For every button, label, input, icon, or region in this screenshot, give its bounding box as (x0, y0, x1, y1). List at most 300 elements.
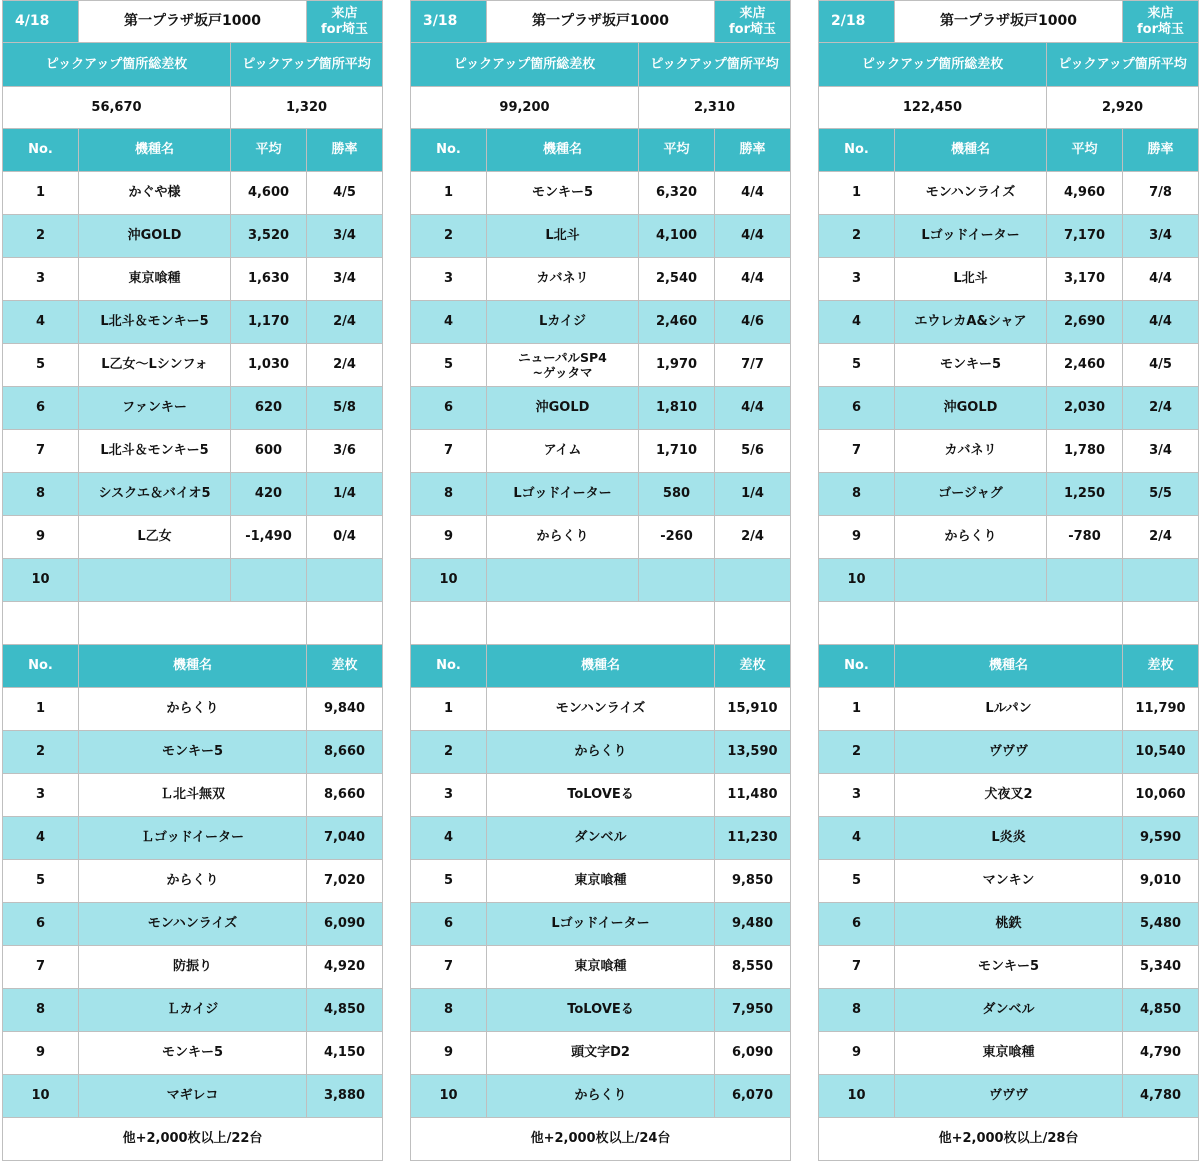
row-win-rate: 3/4 (307, 215, 383, 258)
top-table-header (411, 645, 791, 688)
visit-line-2: for埼玉 (1137, 21, 1184, 37)
row-no: 6 (3, 903, 79, 946)
row-no: 9 (3, 516, 79, 559)
top-table-header (3, 645, 383, 688)
pickup-row (411, 344, 791, 387)
row-diff: 4,150 (307, 1032, 383, 1075)
pickup-row (819, 473, 1199, 516)
row-no: 10 (411, 1075, 487, 1118)
row-avg: 420 (231, 473, 307, 516)
pickup-row (3, 473, 383, 516)
pickup-row (411, 258, 791, 301)
top-row (3, 1075, 383, 1118)
pickup-row (819, 215, 1199, 258)
spacer-cell (715, 602, 791, 645)
row-machine: L北斗 (487, 215, 639, 258)
row-machine: ToLOVEる (487, 774, 715, 817)
row-avg (231, 559, 307, 602)
visit-label (1123, 1, 1199, 43)
row-machine: ゴージャグ (895, 473, 1047, 516)
row-diff: 4,920 (307, 946, 383, 989)
row-machine: Lゴッドイーター (895, 215, 1047, 258)
row-machine: L北斗 (895, 258, 1047, 301)
row-no: 1 (819, 688, 895, 731)
row-win-rate: 4/4 (715, 172, 791, 215)
pickup-row (3, 172, 383, 215)
row-no: 3 (411, 258, 487, 301)
row-avg: 1,250 (1047, 473, 1123, 516)
visit-line-2: for埼玉 (321, 21, 368, 37)
top-row (411, 817, 791, 860)
row-diff: 4,850 (307, 989, 383, 1032)
top-row (3, 903, 383, 946)
pickup-row (411, 559, 791, 602)
visit-label (307, 1, 383, 43)
col-header-avg: 平均 (1047, 129, 1123, 172)
top-row (411, 860, 791, 903)
row-win-rate: 3/4 (1123, 215, 1199, 258)
row-avg: 580 (639, 473, 715, 516)
pickup-header-row (819, 43, 1199, 87)
pickup-row (819, 301, 1199, 344)
row-no: 7 (3, 946, 79, 989)
top-table-header (819, 645, 1199, 688)
top-row (411, 989, 791, 1032)
footer-row (819, 1118, 1199, 1161)
row-no: 2 (3, 215, 79, 258)
spacer-cell (79, 602, 307, 645)
row-no: 1 (411, 172, 487, 215)
row-no: 4 (819, 817, 895, 860)
row-no: 7 (819, 946, 895, 989)
row-win-rate: 1/4 (307, 473, 383, 516)
row-machine: ヴヴヴ (895, 731, 1123, 774)
pickup-total-value: 122,450 (819, 87, 1047, 129)
top-row (411, 731, 791, 774)
row-machine: からくり (487, 516, 639, 559)
row-win-rate (307, 559, 383, 602)
pickup-row (3, 516, 383, 559)
spacer-row (819, 602, 1199, 645)
top-row (3, 688, 383, 731)
row-diff: 10,540 (1123, 731, 1199, 774)
pickup-avg-header: ピックアップ箇所平均 (1047, 43, 1199, 87)
row-machine: Ｌ北斗無双 (79, 774, 307, 817)
row-win-rate: 1/4 (715, 473, 791, 516)
pickup-values-row (3, 87, 383, 129)
top-row (819, 860, 1199, 903)
row-win-rate: 2/4 (715, 516, 791, 559)
row-machine: モンハンライズ (79, 903, 307, 946)
row-diff: 4,780 (1123, 1075, 1199, 1118)
row-no: 10 (411, 559, 487, 602)
row-avg: 7,170 (1047, 215, 1123, 258)
row-machine: 沖GOLD (79, 215, 231, 258)
pickup-row (411, 430, 791, 473)
row-diff: 4,790 (1123, 1032, 1199, 1075)
row-machine: マンキン (895, 860, 1123, 903)
row-no: 1 (819, 172, 895, 215)
row-win-rate: 2/4 (1123, 387, 1199, 430)
row-win-rate: 4/4 (1123, 258, 1199, 301)
row-no: 10 (819, 1075, 895, 1118)
col-header-win-rate: 勝率 (1123, 129, 1199, 172)
row-machine: モンキー5 (79, 1032, 307, 1075)
row-no: 3 (3, 258, 79, 301)
row-machine: モンキー5 (487, 172, 639, 215)
row-machine: マギレコ (79, 1075, 307, 1118)
pickup-avg-header: ピックアップ箇所平均 (231, 43, 383, 87)
row-machine (79, 559, 231, 602)
report-table (2, 0, 383, 1161)
col-header-win-rate: 勝率 (307, 129, 383, 172)
row-avg: 4,960 (1047, 172, 1123, 215)
row-no: 5 (411, 860, 487, 903)
row-avg: 2,460 (639, 301, 715, 344)
row-machine: からくり (487, 731, 715, 774)
row-machine: ファンキー (79, 387, 231, 430)
row-no: 10 (3, 1075, 79, 1118)
date-label: 4/18 (3, 1, 79, 43)
row-win-rate: 2/4 (307, 344, 383, 387)
top-row (3, 817, 383, 860)
pickup-avg-value: 1,320 (231, 87, 383, 129)
row-machine: L乙女～Lシンフォ (79, 344, 231, 387)
col-header-no: No. (819, 129, 895, 172)
pickup-table-header (819, 129, 1199, 172)
row-no: 3 (819, 258, 895, 301)
row-diff: 9,590 (1123, 817, 1199, 860)
row-no: 6 (411, 387, 487, 430)
row-no: 4 (411, 301, 487, 344)
top-row (819, 989, 1199, 1032)
row-machine: 桃鉄 (895, 903, 1123, 946)
row-machine: Lルパン (895, 688, 1123, 731)
pickup-row (3, 344, 383, 387)
row-avg: 600 (231, 430, 307, 473)
col-header-avg: 平均 (639, 129, 715, 172)
top-row (3, 946, 383, 989)
row-no: 9 (411, 516, 487, 559)
spacer-row (3, 602, 383, 645)
row-machine: 東京喰種 (79, 258, 231, 301)
top-row (411, 1032, 791, 1075)
row-no: 6 (411, 903, 487, 946)
row-no: 1 (411, 688, 487, 731)
row-win-rate: 3/6 (307, 430, 383, 473)
row-no: 10 (3, 559, 79, 602)
row-win-rate: 5/8 (307, 387, 383, 430)
row-avg: 1,630 (231, 258, 307, 301)
row-no: 7 (411, 430, 487, 473)
spacer-cell (411, 602, 487, 645)
col-header-machine: 機種名 (487, 645, 715, 688)
row-avg: 1,030 (231, 344, 307, 387)
pickup-row (3, 430, 383, 473)
row-machine: ヴヴヴ (895, 1075, 1123, 1118)
col-header-no: No. (411, 129, 487, 172)
row-machine: アイム (487, 430, 639, 473)
row-machine: カバネリ (895, 430, 1047, 473)
row-machine: からくり (79, 860, 307, 903)
row-no: 6 (3, 387, 79, 430)
title-row (411, 1, 791, 43)
row-diff: 8,660 (307, 731, 383, 774)
row-avg: 1,780 (1047, 430, 1123, 473)
pickup-row (3, 258, 383, 301)
row-diff: 6,070 (715, 1075, 791, 1118)
pickup-avg-value: 2,310 (639, 87, 791, 129)
row-no: 4 (3, 301, 79, 344)
pickup-row (411, 172, 791, 215)
row-no: 8 (819, 989, 895, 1032)
row-avg: 3,520 (231, 215, 307, 258)
row-machine (487, 344, 639, 387)
row-win-rate: 4/6 (715, 301, 791, 344)
col-header-machine: 機種名 (79, 129, 231, 172)
top-row (411, 688, 791, 731)
pickup-total-value: 56,670 (3, 87, 231, 129)
top-row (819, 817, 1199, 860)
visit-line-2: for埼玉 (729, 21, 776, 37)
row-diff: 5,340 (1123, 946, 1199, 989)
col-header-diff: 差枚 (307, 645, 383, 688)
row-win-rate: 4/4 (715, 215, 791, 258)
row-diff: 4,850 (1123, 989, 1199, 1032)
row-win-rate: 4/4 (715, 258, 791, 301)
row-machine: ダンベル (895, 989, 1123, 1032)
footer-note: 他+2,000枚以上/28台 (819, 1118, 1199, 1161)
row-diff: 6,090 (307, 903, 383, 946)
top-row (3, 989, 383, 1032)
row-avg: 2,460 (1047, 344, 1123, 387)
row-no: 2 (411, 215, 487, 258)
row-avg: 1,170 (231, 301, 307, 344)
row-no: 5 (3, 860, 79, 903)
row-no: 5 (411, 344, 487, 387)
row-machine: モンハンライズ (895, 172, 1047, 215)
pickup-total-header: ピックアップ箇所総差枚 (3, 43, 231, 87)
row-no: 7 (819, 430, 895, 473)
row-no: 3 (3, 774, 79, 817)
row-machine: L乙女 (79, 516, 231, 559)
row-machine: L北斗＆モンキー5 (79, 430, 231, 473)
row-machine (895, 559, 1047, 602)
row-machine: 東京喰種 (487, 860, 715, 903)
top-row (819, 1075, 1199, 1118)
top-row (819, 731, 1199, 774)
row-machine: エウレカA&シャア (895, 301, 1047, 344)
row-diff: 9,850 (715, 860, 791, 903)
row-avg (1047, 559, 1123, 602)
pickup-row (819, 344, 1199, 387)
report-table (410, 0, 791, 1161)
pickup-row (819, 387, 1199, 430)
col-header-win-rate: 勝率 (715, 129, 791, 172)
row-no: 8 (3, 473, 79, 516)
row-machine: モンハンライズ (487, 688, 715, 731)
machine-name-line-1: ニューパルSP4 (518, 350, 607, 365)
row-win-rate: 7/7 (715, 344, 791, 387)
pickup-row (3, 387, 383, 430)
row-diff: 8,660 (307, 774, 383, 817)
row-diff: 7,950 (715, 989, 791, 1032)
pickup-row (819, 430, 1199, 473)
row-avg: 1,710 (639, 430, 715, 473)
row-no: 3 (819, 774, 895, 817)
row-machine: からくり (79, 688, 307, 731)
row-no: 2 (819, 215, 895, 258)
row-win-rate: 2/4 (1123, 516, 1199, 559)
row-avg: -260 (639, 516, 715, 559)
row-no: 5 (819, 860, 895, 903)
row-avg: 1,810 (639, 387, 715, 430)
row-no: 9 (3, 1032, 79, 1075)
row-no: 2 (3, 731, 79, 774)
top-row (411, 946, 791, 989)
row-machine: モンキー5 (895, 344, 1047, 387)
row-machine: ToLOVEる (487, 989, 715, 1032)
row-machine: モンキー5 (79, 731, 307, 774)
row-win-rate (1123, 559, 1199, 602)
row-no: 2 (411, 731, 487, 774)
row-machine: 沖GOLD (895, 387, 1047, 430)
row-no: 10 (819, 559, 895, 602)
row-no: 1 (3, 172, 79, 215)
row-avg: 2,030 (1047, 387, 1123, 430)
row-no: 6 (819, 387, 895, 430)
top-row (819, 1032, 1199, 1075)
row-avg: 4,600 (231, 172, 307, 215)
row-win-rate: 4/5 (1123, 344, 1199, 387)
row-no: 4 (819, 301, 895, 344)
pickup-total-header: ピックアップ箇所総差枚 (411, 43, 639, 87)
row-machine: Ｌカイジ (79, 989, 307, 1032)
spacer-cell (895, 602, 1123, 645)
row-machine: 防振り (79, 946, 307, 989)
store-name: 第一プラザ坂戸1000 (895, 1, 1123, 43)
visit-line-1: 来店 (739, 5, 766, 21)
row-diff: 9,480 (715, 903, 791, 946)
col-header-machine: 機種名 (895, 645, 1123, 688)
row-machine: シスクエ＆バイオ5 (79, 473, 231, 516)
row-no: 7 (3, 430, 79, 473)
row-no: 8 (819, 473, 895, 516)
pickup-row (819, 516, 1199, 559)
row-win-rate: 2/4 (307, 301, 383, 344)
pickup-values-row (411, 87, 791, 129)
top-row (3, 774, 383, 817)
pickup-row (3, 301, 383, 344)
row-diff: 5,480 (1123, 903, 1199, 946)
spacer-row (411, 602, 791, 645)
store-name: 第一プラザ坂戸1000 (79, 1, 307, 43)
col-header-no: No. (3, 129, 79, 172)
row-no: 6 (819, 903, 895, 946)
col-header-machine: 機種名 (487, 129, 639, 172)
row-no: 8 (411, 989, 487, 1032)
col-header-machine: 機種名 (895, 129, 1047, 172)
visit-line-1: 来店 (331, 5, 358, 21)
pickup-table-header (411, 129, 791, 172)
top-row (411, 903, 791, 946)
row-avg: 4,100 (639, 215, 715, 258)
spacer-cell (3, 602, 79, 645)
row-win-rate: 3/4 (307, 258, 383, 301)
row-diff: 6,090 (715, 1032, 791, 1075)
row-diff: 10,060 (1123, 774, 1199, 817)
title-row (3, 1, 383, 43)
row-no: 2 (819, 731, 895, 774)
row-diff: 7,040 (307, 817, 383, 860)
row-no: 4 (411, 817, 487, 860)
top-row (3, 860, 383, 903)
pickup-row (411, 301, 791, 344)
row-avg: 1,970 (639, 344, 715, 387)
row-machine: 東京喰種 (895, 1032, 1123, 1075)
footer-row (3, 1118, 383, 1161)
row-no: 4 (3, 817, 79, 860)
row-avg (639, 559, 715, 602)
row-win-rate: 0/4 (307, 516, 383, 559)
row-avg: 2,540 (639, 258, 715, 301)
row-machine: Ｌゴッドイーター (79, 817, 307, 860)
pickup-avg-value: 2,920 (1047, 87, 1199, 129)
pickup-row (819, 258, 1199, 301)
row-diff: 9,840 (307, 688, 383, 731)
pickup-row (819, 172, 1199, 215)
footer-note: 他+2,000枚以上/22台 (3, 1118, 383, 1161)
pickup-total-header: ピックアップ箇所総差枚 (819, 43, 1047, 87)
pickup-row (411, 215, 791, 258)
row-no: 7 (411, 946, 487, 989)
row-win-rate: 7/8 (1123, 172, 1199, 215)
row-machine: 頭文字D2 (487, 1032, 715, 1075)
row-no: 1 (3, 688, 79, 731)
pickup-row (3, 559, 383, 602)
pickup-row (411, 516, 791, 559)
row-diff: 8,550 (715, 946, 791, 989)
row-avg: 620 (231, 387, 307, 430)
row-machine: Lゴッドイーター (487, 903, 715, 946)
row-win-rate: 5/5 (1123, 473, 1199, 516)
pickup-avg-header: ピックアップ箇所平均 (639, 43, 791, 87)
report-panel-4-18 (2, 0, 382, 1167)
spacer-cell (487, 602, 715, 645)
row-machine (487, 559, 639, 602)
row-avg: 2,690 (1047, 301, 1123, 344)
date-label: 2/18 (819, 1, 895, 43)
row-no: 9 (819, 1032, 895, 1075)
report-panel-3-18 (410, 0, 790, 1167)
row-machine: 東京喰種 (487, 946, 715, 989)
row-win-rate (715, 559, 791, 602)
col-header-diff: 差枚 (1123, 645, 1199, 688)
row-machine: かぐや様 (79, 172, 231, 215)
pickup-row (411, 473, 791, 516)
top-row (3, 731, 383, 774)
store-name: 第一プラザ坂戸1000 (487, 1, 715, 43)
pickup-row (819, 559, 1199, 602)
row-machine: Lゴッドイーター (487, 473, 639, 516)
report-panel-2-18 (818, 0, 1198, 1167)
spacer-cell (307, 602, 383, 645)
row-avg: 3,170 (1047, 258, 1123, 301)
row-win-rate: 3/4 (1123, 430, 1199, 473)
pickup-table-header (3, 129, 383, 172)
row-diff: 13,590 (715, 731, 791, 774)
row-machine: カバネリ (487, 258, 639, 301)
